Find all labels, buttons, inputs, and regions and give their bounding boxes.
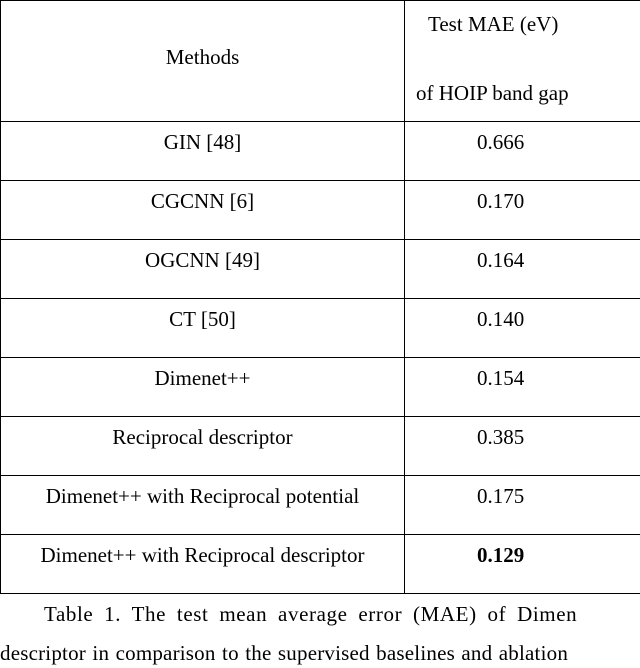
method-cell: Dimenet++ with Reciprocal descriptor xyxy=(1,535,405,594)
mae-cell: 0.385 xyxy=(405,417,640,476)
table-row xyxy=(1,476,640,535)
methods-header: Methods xyxy=(165,44,240,69)
mae-cell: 0.164 xyxy=(405,240,640,299)
metric-header-line-1: Test MAE (eV) xyxy=(428,11,559,36)
mae-cell-best: 0.129 xyxy=(405,535,640,594)
table-row xyxy=(1,122,640,181)
table-row xyxy=(1,358,640,417)
method-cell: Dimenet++ xyxy=(1,358,405,417)
mae-cell: 0.140 xyxy=(405,299,640,358)
mae-cell: 0.175 xyxy=(405,476,640,535)
method-cell: CT [50] xyxy=(1,299,405,358)
table-header-row xyxy=(1,1,640,122)
method-cell: Dimenet++ with Reciprocal potential xyxy=(1,476,405,535)
caption-line-2: descriptor in comparison to the supervised baselines and ablation xyxy=(0,641,569,665)
metric-header xyxy=(405,11,640,105)
table-row xyxy=(1,299,640,358)
mae-cell: 0.154 xyxy=(405,358,640,417)
methods-header-cell xyxy=(1,1,405,122)
table-caption xyxy=(0,596,640,664)
mae-cell: 0.170 xyxy=(405,181,640,240)
metric-header-line-2: of HOIP band gap xyxy=(416,80,569,105)
table-row xyxy=(1,181,640,240)
table-row xyxy=(1,240,640,299)
method-cell: OGCNN [49] xyxy=(1,240,405,299)
mae-cell: 0.666 xyxy=(405,122,640,181)
method-cell: GIN [48] xyxy=(1,122,405,181)
table-row xyxy=(1,535,640,594)
metric-header-cell xyxy=(405,1,640,122)
caption-line-1: Table 1. The test mean average error (MAE) of Dimen xyxy=(44,602,578,626)
method-cell: CGCNN [6] xyxy=(1,181,405,240)
method-cell: Reciprocal descriptor xyxy=(1,417,405,476)
table-row xyxy=(1,417,640,476)
